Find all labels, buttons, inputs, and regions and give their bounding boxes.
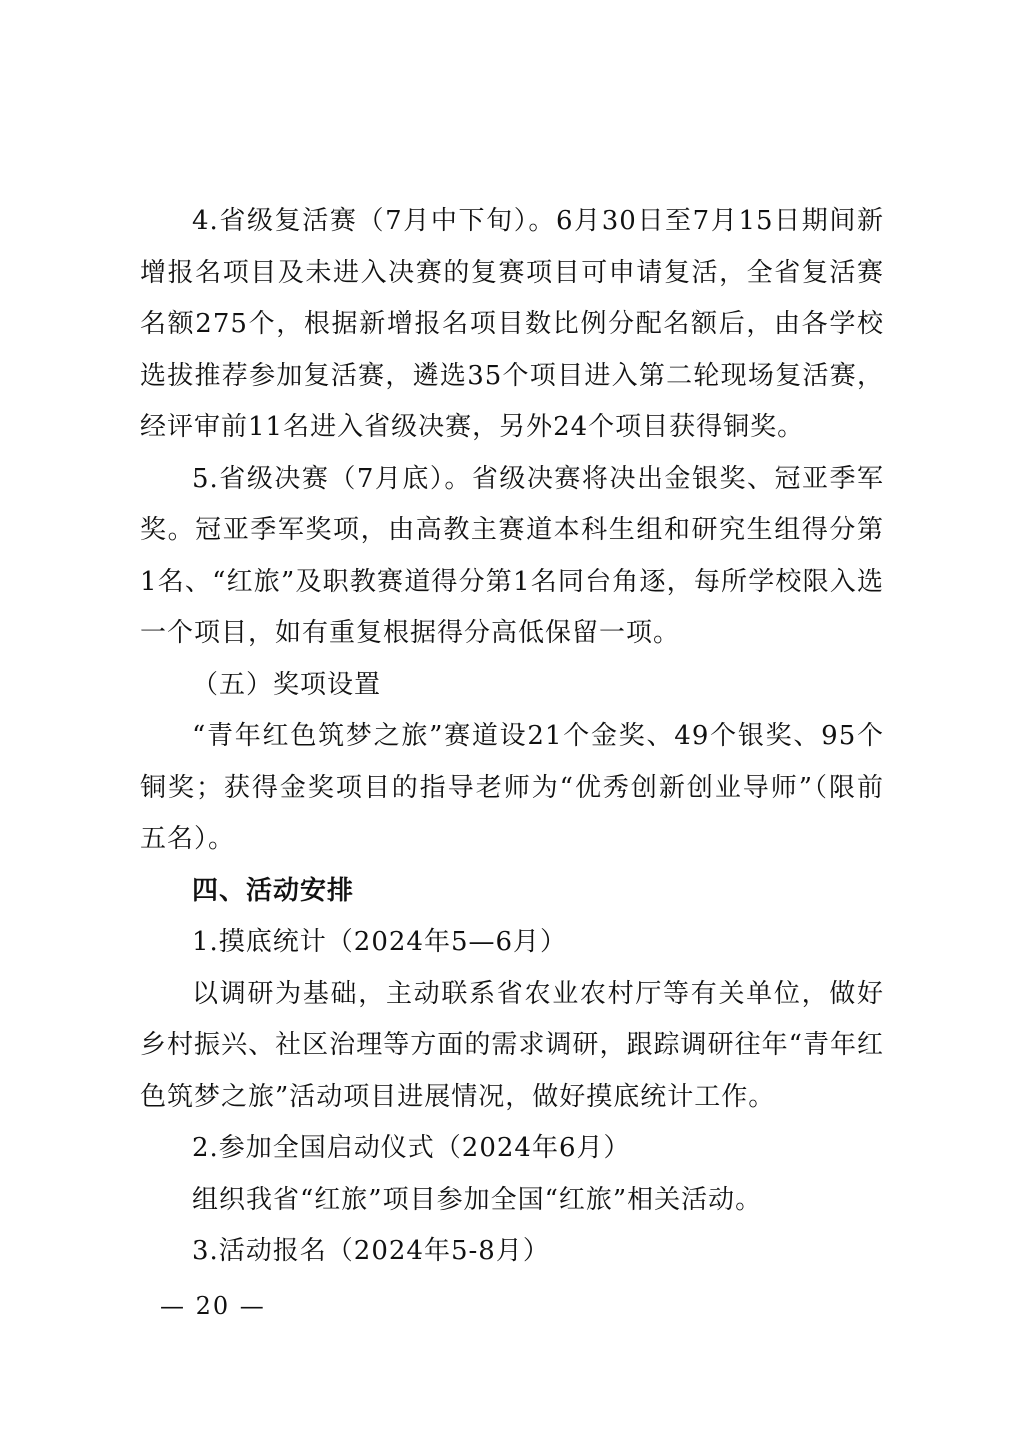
page-number: — 20 — xyxy=(160,1292,266,1320)
item-heading-launch-ceremony: 2.参加全国启动仪式（2024年6月） xyxy=(192,1133,631,1163)
paragraph-provincial-revival: 4.省级复活赛（7月中下旬）。6月30日至7月15日期间新增报名项目及未进入决赛的复赛项目可申请复活，全省复活赛名额275个，根据新增报名项目数比例分配名额后，由各学校选拔推荐参加复活赛，遴选35个项目进入第二轮现场复活赛，经评审前11名进入省级决赛，另外24个项目获得铜奖。 xyxy=(140,206,884,442)
section-heading-awards: （五）奖项设置 xyxy=(192,669,382,700)
item-heading-survey: 1.摸底统计（2024年5—6月） xyxy=(192,927,568,957)
paragraph-awards: “青年红色筑梦之旅”赛道设21个金奖、49个银奖、95个铜奖；获得金奖项目的指导老师为“优秀创新创业导师”（限前五名）。 xyxy=(140,721,884,854)
chapter-heading-schedule: 四、活动安排 xyxy=(192,875,355,906)
paragraph-provincial-final: 5.省级决赛（7月底）。省级决赛将决出金银奖、冠亚季军奖。冠亚季军奖项，由高教主赛道本科生组和研究生组得分第1名、“红旅”及职教赛道得分第1名同台角逐，每所学校限入选一个项目，如有重复根据得分高低保留一项。 xyxy=(140,463,884,648)
paragraph-survey: 以调研为基础，主动联系省农业农村厅等有关单位，做好乡村振兴、社区治理等方面的需求调研，跟踪调研往年“青年红色筑梦之旅”活动项目进展情况，做好摸底统计工作。 xyxy=(140,978,884,1112)
paragraph-launch-ceremony: 组织我省“红旅”项目参加全国“红旅”相关活动。 xyxy=(192,1184,763,1215)
document-body xyxy=(140,196,884,1278)
item-heading-registration: 3.活动报名（2024年5-8月） xyxy=(192,1236,550,1266)
